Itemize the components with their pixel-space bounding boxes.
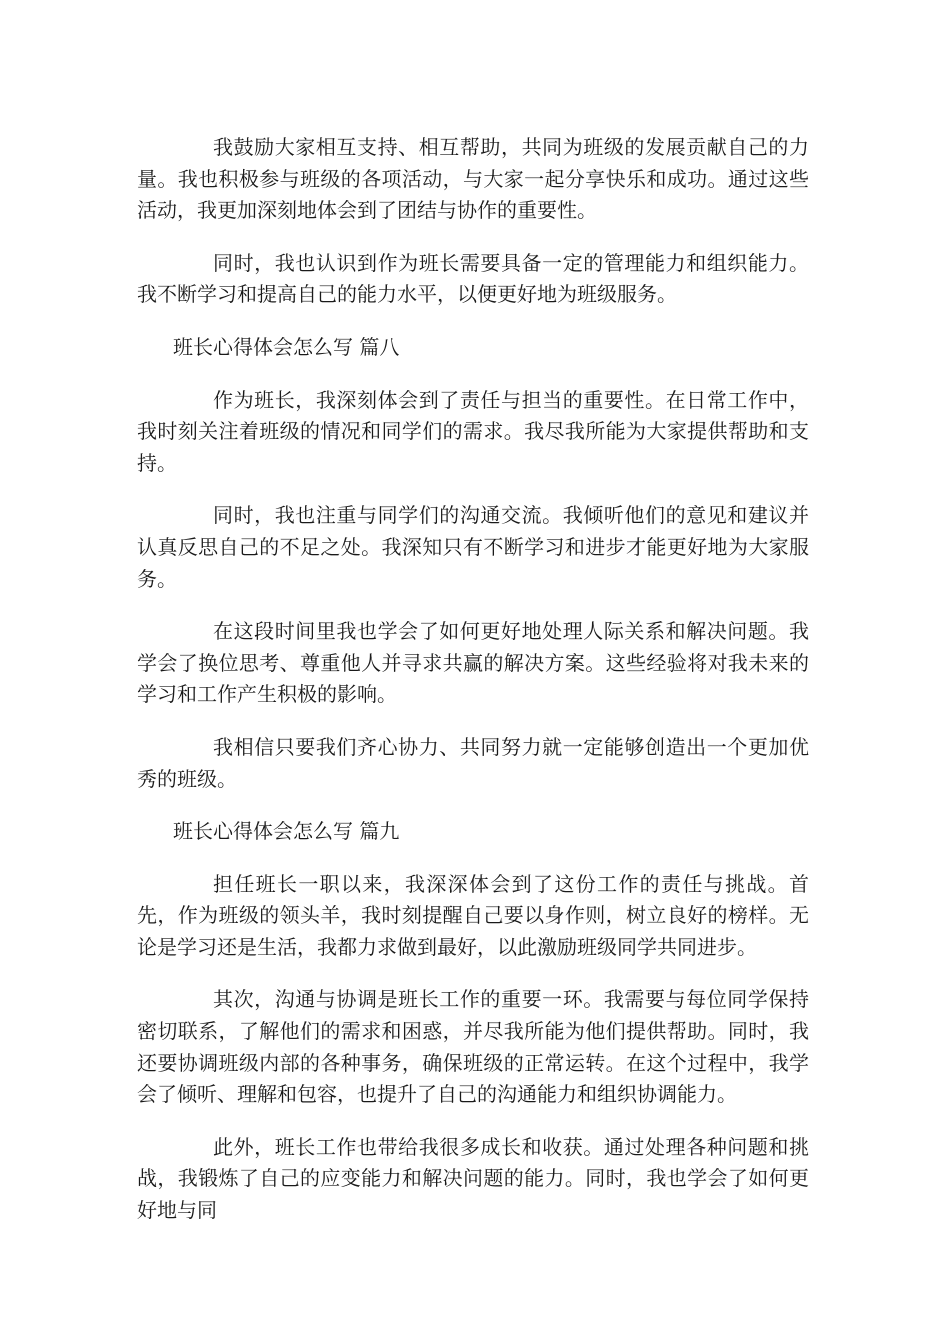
paragraph: 担任班长一职以来，我深深体会到了这份工作的责任与挑战。首先，作为班级的领头羊，我时刻提醒自己要以身作则，树立良好的榜样。无论是学习还是生活，我都力求做到最好，以此激励班级同学共同进步。 xyxy=(137,871,809,959)
paragraph: 同时，我也注重与同学们的沟通交流。我倾听他们的意见和建议并认真反思自己的不足之处。我深知只有不断学习和进步才能更好地为大家服务。 xyxy=(137,503,809,591)
section-heading-8: 班长心得体会怎么写 篇八 xyxy=(173,334,400,359)
section-heading-9: 班长心得体会怎么写 篇九 xyxy=(173,819,400,844)
document-body xyxy=(137,132,809,1248)
paragraph: 在这段时间里我也学会了如何更好地处理人际关系和解决问题。我学会了换位思考、尊重他人并寻求共赢的解决方案。这些经验将对我未来的学习和工作产生积极的影响。 xyxy=(137,619,809,707)
paragraph: 其次，沟通与协调是班长工作的重要一环。我需要与每位同学保持密切联系，了解他们的需求和困惑，并尽我所能为他们提供帮助。同时，我还要协调班级内部的各种事务，确保班级的正常运转。在这个过程中，我学会了倾听、理解和包容，也提升了自己的沟通能力和组织协调能力。 xyxy=(137,987,809,1107)
paragraph: 我相信只要我们齐心协力、共同努力就一定能够创造出一个更加优秀的班级。 xyxy=(137,734,809,791)
paragraph: 此外，班长工作也带给我很多成长和收获。通过处理各种问题和挑战，我锻炼了自己的应变能力和解决问题的能力。同时，我也学会了如何更好地与同 xyxy=(137,1134,809,1223)
paragraph: 作为班长，我深刻体会到了责任与担当的重要性。在日常工作中，我时刻关注着班级的情况和同学们的需求。我尽我所能为大家提供帮助和支持。 xyxy=(137,387,809,475)
paragraph: 我鼓励大家相互支持、相互帮助，共同为班级的发展贡献自己的力量。我也积极参与班级的各项活动，与大家一起分享快乐和成功。通过这些活动，我更加深刻地体会到了团结与协作的重要性。 xyxy=(137,135,809,223)
paragraph: 同时，我也认识到作为班长需要具备一定的管理能力和组织能力。我不断学习和提高自己的能力水平，以便更好地为班级服务。 xyxy=(137,250,809,307)
